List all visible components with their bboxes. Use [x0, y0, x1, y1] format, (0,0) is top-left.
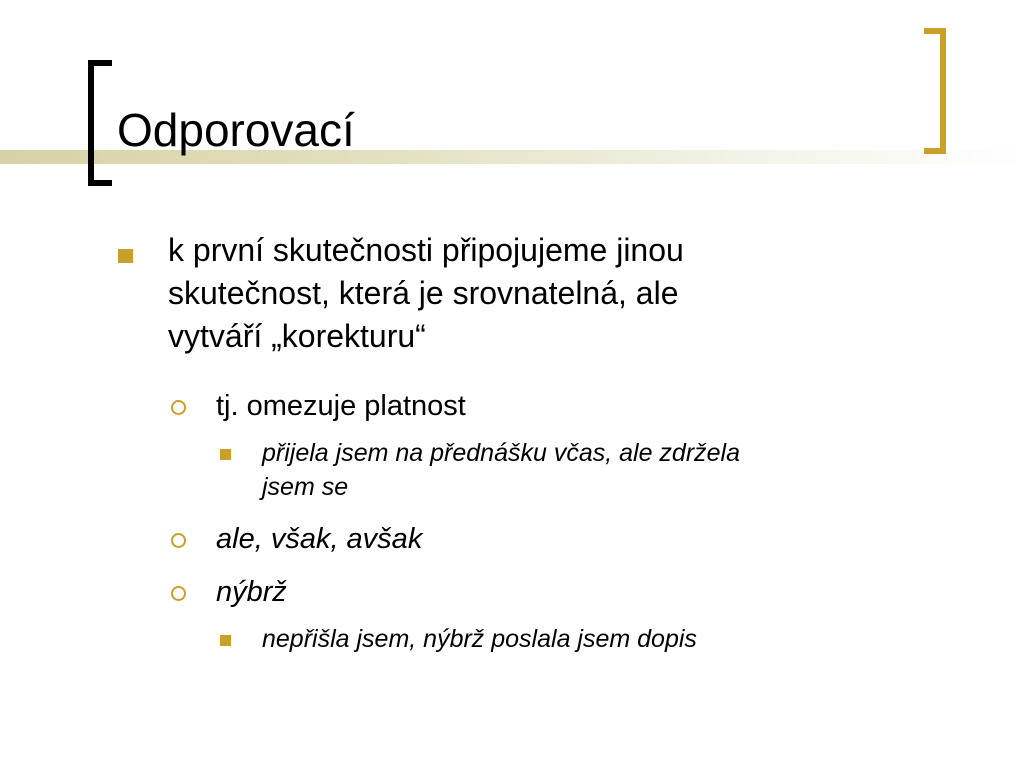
bullet-text: k první skutečnosti připojujeme jinou skutečnost, která je srovnatelná, ale vytváří „korekturu“: [168, 232, 684, 354]
square-bullet-icon: [220, 635, 231, 646]
bullet-text: tj. omezuje platnost: [216, 390, 466, 422]
bullet-text: nepřišla jsem, nýbrž poslala jsem dopis: [262, 625, 697, 653]
bullet-text: ale, však, avšak: [216, 523, 423, 555]
circle-bullet-icon: [171, 533, 186, 548]
slide-title: Odporovací: [117, 104, 355, 156]
square-bullet-icon: [118, 249, 133, 263]
circle-bullet-icon: [171, 586, 186, 601]
bullet-text: přijela jsem na přednášku včas, ale zdržela jsem se: [262, 439, 741, 501]
bullet-text: nýbrž: [216, 576, 287, 608]
right-bracket-decoration: [924, 28, 946, 154]
circle-bullet-icon: [171, 400, 186, 415]
square-bullet-icon: [220, 449, 231, 460]
left-bracket-decoration: [88, 60, 112, 186]
